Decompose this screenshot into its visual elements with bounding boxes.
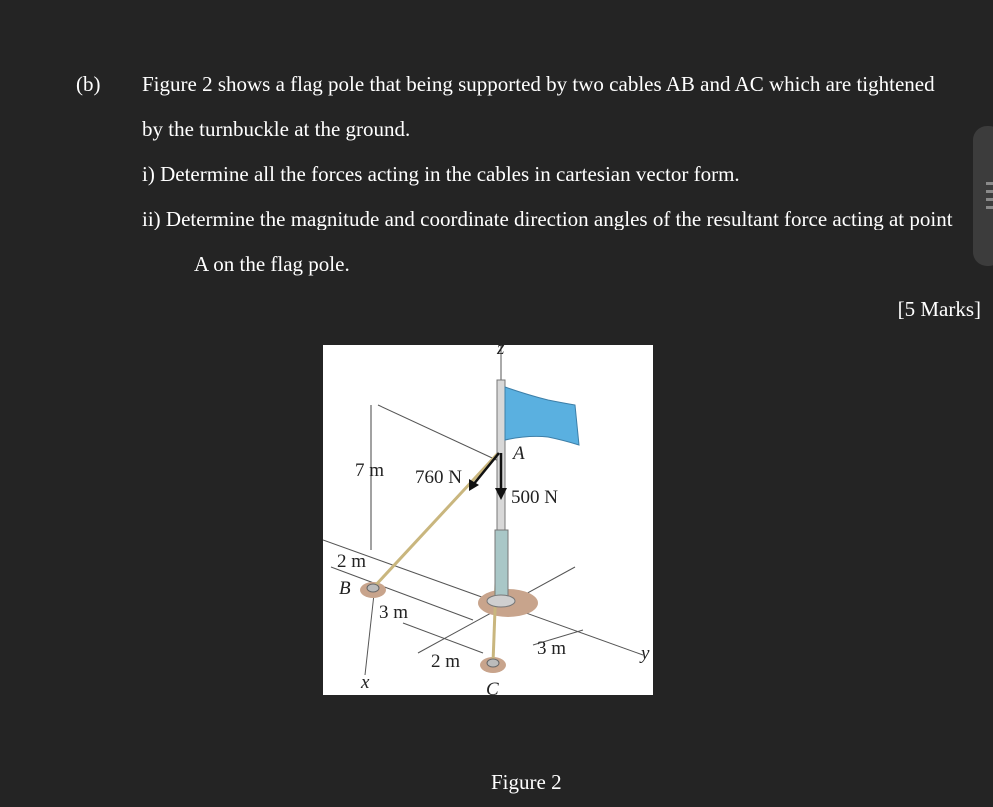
grip-line <box>986 198 993 201</box>
z-axis-label: z <box>497 345 505 359</box>
figure-caption: Figure 2 <box>491 770 562 794</box>
question-text-line-1: Figure 2 shows a flag pole that being supported by two cables AB and AC which are tightened <box>142 72 935 96</box>
dimension-3m-x-label: 3 m <box>379 602 409 623</box>
grip-line <box>986 190 993 193</box>
question-text-line-2: by the turnbuckle at the ground. <box>142 117 411 141</box>
anchor-b <box>367 584 379 592</box>
question-part-ii-continued: A on the flag pole. <box>194 252 350 276</box>
point-b-label: B <box>339 578 351 599</box>
question-part-ii: ii) Determine the magnitude and coordinate direction angles of the resultant force acting at point <box>142 209 953 230</box>
pole-base <box>487 595 515 607</box>
marks-label: [5 Marks] <box>897 297 981 321</box>
dimension-7m-label: 7 m <box>355 460 385 481</box>
force-760-label: 760 N <box>415 467 462 488</box>
dimension-2m-bottom-label: 2 m <box>431 651 461 672</box>
grip-line <box>986 182 993 185</box>
flag-pole-diagram <box>323 345 653 695</box>
dimension-2m-top-label: 2 m <box>337 551 367 572</box>
point-a-label: A <box>513 443 525 464</box>
x-dimension-line <box>403 623 483 653</box>
force-760-arrow <box>473 453 499 485</box>
point-c-label: C <box>486 679 499 695</box>
flag <box>505 387 579 445</box>
top-reference-line <box>378 405 503 463</box>
y-axis-label: y <box>641 643 650 664</box>
grip-line <box>986 206 993 209</box>
question-label: (b) <box>76 72 101 96</box>
side-scroll-handle[interactable] <box>973 126 993 266</box>
x-axis-line <box>365 585 375 675</box>
force-500-label: 500 N <box>511 487 558 508</box>
question-part-i: i) Determine all the forces acting in the cables in cartesian vector form. <box>142 162 740 186</box>
x-axis-label: x <box>361 672 370 693</box>
flag-pole-lower <box>495 530 508 600</box>
flag-pole-figure <box>323 345 653 695</box>
dimension-3m-y-label: 3 m <box>537 638 567 659</box>
anchor-c <box>487 659 499 667</box>
